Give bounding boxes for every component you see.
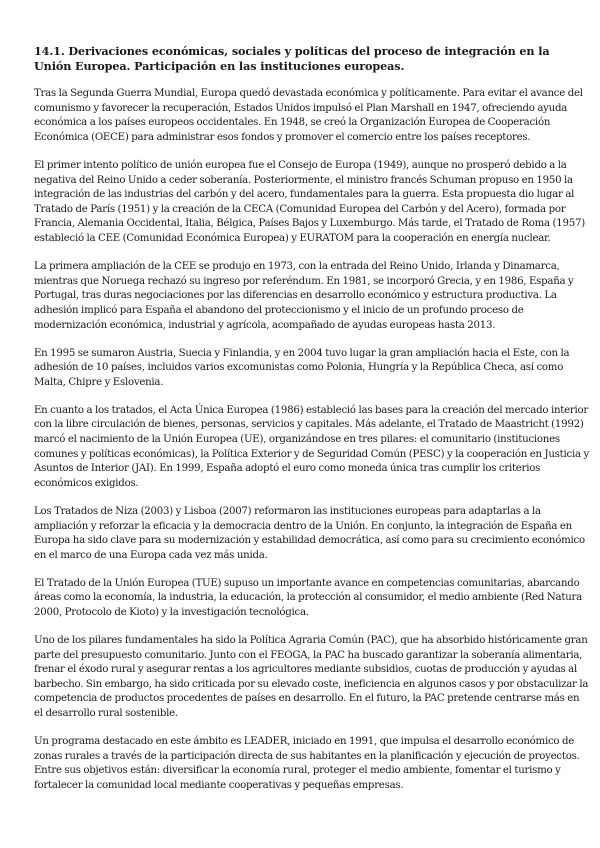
paragraph-leader: Un programa destacado en este ámbito es LEADER, iniciado en 1991, que impulsa el desarrollo económico de zonas rurales a través de la participación directa de sus habitantes en la planificación y ejecución de proyectos. Entre sus objetivos están: diversificar la economía rural, proteger el medio ambiente, fomentar el turismo y fortalecer la comunidad local mediante cooperativas y pequeñas empresas. bbox=[34, 736, 580, 791]
document-page bbox=[34, 44, 590, 807]
paragraph-treaties: En cuanto a los tratados, el Acta Única Europea (1986) estableció las bases para la creación del mercado interior con la libre circulación de bienes, personas, servicios y capitales. Más adelante, el Tratado de Maastricht (1992) marcó el nacimiento de la Unión Europea (UE), organizándose en tres pilares: el comunitario (instituciones comunes y políticas económicas), la Política Exterior y de Seguridad Común (PESC) y la cooperación en Justicia y Asuntos de Interior (JAI). En 1999, España adoptó el euro como moneda única tras cumplir los criterios económicos exigidos. bbox=[34, 404, 589, 489]
paragraph-later-enlargements: En 1995 se sumaron Austria, Suecia y Finlandia, y en 2004 tuvo lugar la gran ampliación hacia el Este, con la adhesión de 10 países, incluidos varios excomunistas como Polonia, Hungría y la República Checa, así como Malta, Chipre y Eslovenia. bbox=[34, 347, 570, 388]
section-title: 14.1. Derivaciones económicas, sociales y políticas del proceso de integración en la Unión Europea. Participación en las instituciones europeas. bbox=[34, 44, 550, 73]
paragraph-pac: Uno de los pilares fundamentales ha sido la Política Agraria Común (PAC), que ha absorbido históricamente gran parte del presupuesto comunitario. Junto con el FEOGA, la PAC ha buscado garantizar la soberanía alimentaria, frenar el éxodo rural y asegurar rentas a los agricultores mediante subsidios, cuotas de producción y ayudas al barbecho. Sin embargo, ha sido criticada por su elevado coste, ineficiencia en algunos casos y por obstaculizar la competencia de productos procedentes de países en desarrollo. En el futuro, la PAC pretende centrarse más en el desarrollo rural sostenible. bbox=[34, 635, 589, 720]
paragraph-postwar: Tras la Segunda Guerra Mundial, Europa quedó devastada económica y políticamente. Para evitar el avance del comunismo y favorecer la recuperación, Estados Unidos impulsó el Plan Marshall en 1947, ofreciendo ayuda económica a los países europeos occidentales. En 1948, se creó la Organización Europea de Cooperación Económica (OECE) para administrar esos fondos y promover el comercio entre los países receptores. bbox=[34, 88, 583, 143]
paragraph-first-attempts: El primer intento político de unión europea fue el Consejo de Europa (1949), aunque no prosperó debido a la negativa del Reino Unido a ceder soberanía. Posteriormente, el ministro francés Schuman propuso en 1950 la integración de las industrias del carbón y del acero, fundamentales para la guerra. Esta propuesta dio lugar al Tratado de París (1951) y la creación de la CECA (Comunidad Europea del Carbón y del Acero), formada por Francia, Alemania Occidental, Italia, Bélgica, Países Bajos y Luxemburgo. Más tarde, el Tratado de Roma (1957) estableció la CEE (Comunidad Económica Europea) y EURATOM para la cooperación en energía nuclear. bbox=[34, 160, 585, 245]
paragraph-tue: El Tratado de la Unión Europea (TUE) supuso un importante avance en competencias comunitarias, abarcando áreas como la economía, la industria, la educación, la protección al consumidor, el medio ambiente (Red Natura 2000, Protocolo de Kioto) y la investigación tecnológica. bbox=[34, 577, 582, 618]
paragraph-first-enlargement: La primera ampliación de la CEE se produjo en 1973, con la entrada del Reino Unido, Irlanda y Dinamarca, mientras que Noruega rechazó su ingreso por referéndum. En 1981, se incorporó Grecia, y en 1986, España y Portugal, tras duras negociaciones por las diferencias en desarrollo económico y estructura productiva. La adhesión implicó para España el abandono del proteccionismo y el inicio de un profundo proceso de modernización económica, industrial y agrícola, acompañado de ayudas europeas hasta 2013. bbox=[34, 261, 574, 331]
paragraph-nice-lisbon: Los Tratados de Niza (2003) y Lisboa (2007) reformaron las instituciones europeas para adaptarlas a la ampliación y reforzar la eficacia y la democracia dentro de la Unión. En conjunto, la integración de España en Europa ha sido clave para su modernización y estabilidad democrática, así como para su crecimiento económico en el marco de una Europa cada vez más unida. bbox=[34, 505, 585, 561]
